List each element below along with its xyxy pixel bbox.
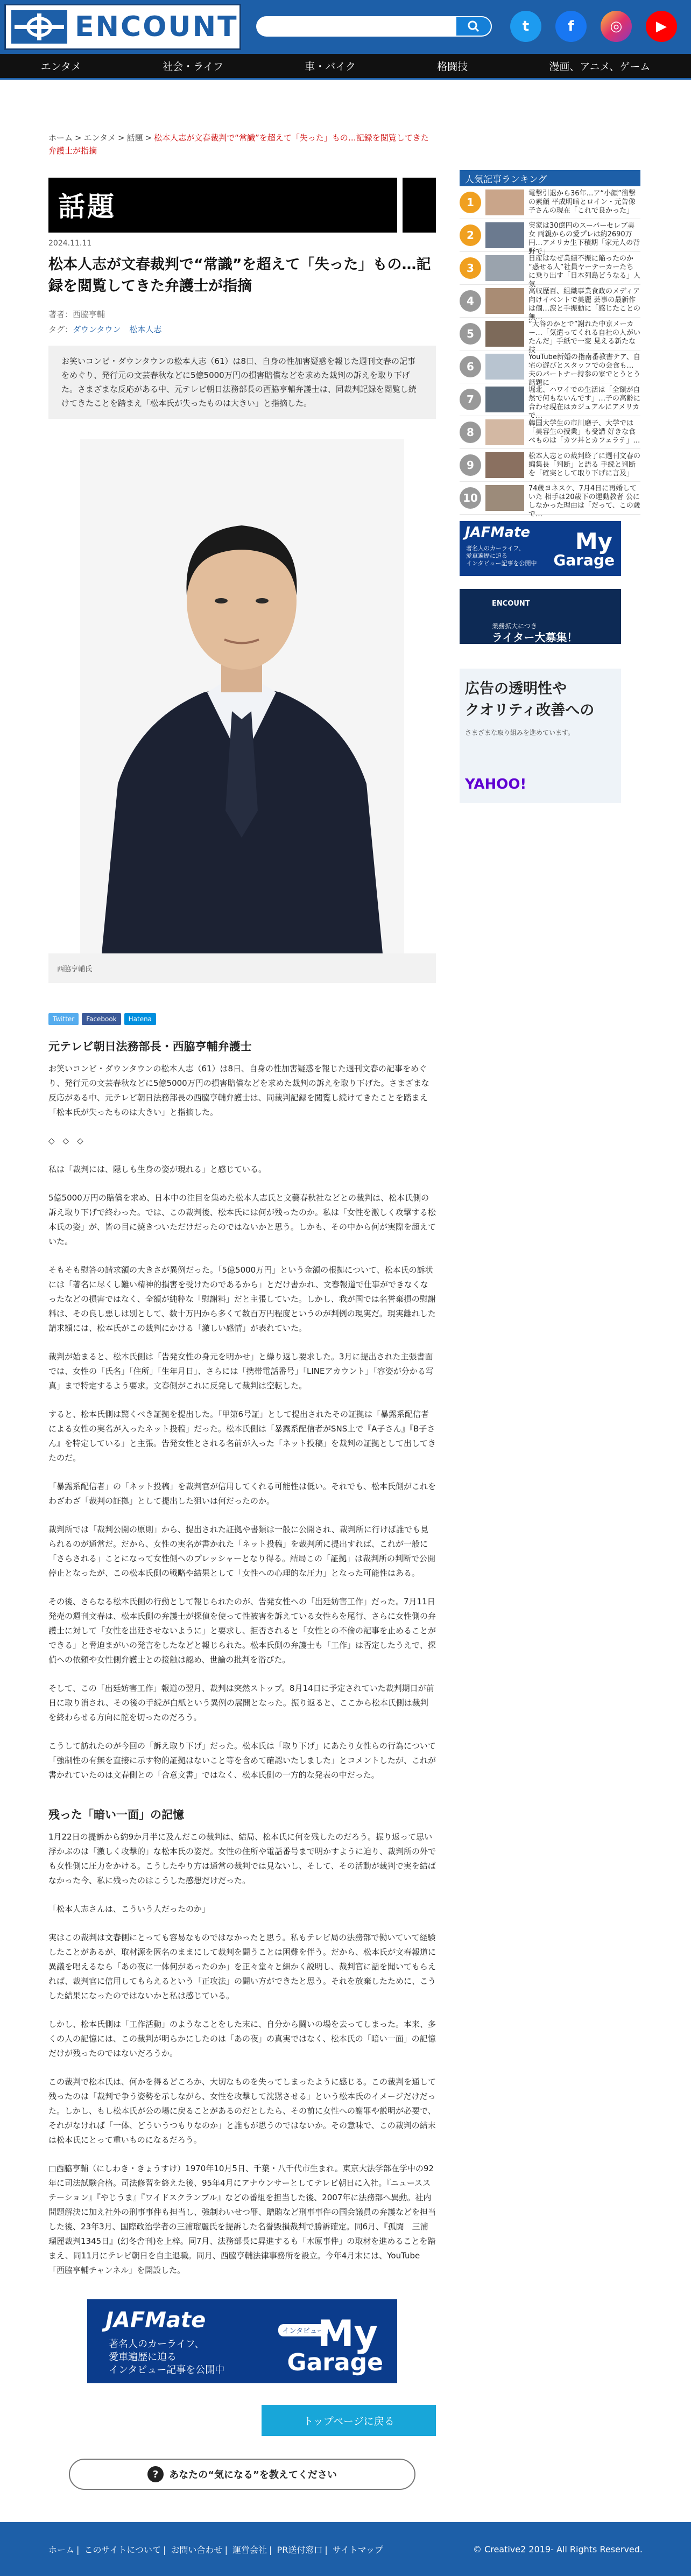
rank-number: 6 [460, 356, 481, 377]
paragraph: 私は「裁判には、隠しも生身の姿が現れる」と感じている。 [48, 1164, 267, 1174]
rank-thumbnail [485, 321, 524, 347]
article-body-2 [48, 1830, 436, 2278]
paragraph: ◇ ◇ ◇ [48, 1136, 83, 1146]
paragraph: しかし、松本氏側は「工作活動」のようなことをした末に、自分から闘いの場を去ってしまった。本来、多くの人の記憶には、この裁判が明らかにしたのは「あの夜」の真実ではなく、松本氏の「暗い一面」の記憶だけが残ったのではないだろうか。 [48, 2019, 436, 2058]
author-profile: □西脇亨輔（にしわき・きょうすけ）1970年10月5日、千葉・八千代市生まれ。東京大法学部在学中の92年に司法試験合格。司法修習を終えた後、95年4月にアナウンサーとしてテレビ朝日に入社。『ニュースステーション』『やじうま』『ワイドスクランブル』などの番組を担当した後、2007年に法務部へ異動。社内問題解決に加え社外の刑事事件も担当し、強制わいせつ罪、贈賄など刑事事件の国会議員の弁護などを担当した後、23年3月、国際政治学者の三浦瑠麗氏を提訴した名誉毀損裁判で勝訴確定。同6月、『孤闘 三浦瑠麗裁判1345日』(幻冬舎刊)を上梓。同7月、法務部長に昇進するも「木原事件」の取材を進めることを踏まえ、同11月にテレビ朝日を自主退職。同月、西脇亨輔法律事務所を設立。今年4月末には、YouTube「西脇亨輔チャンネル」を開設した。 [48, 2164, 436, 2275]
ranking-item[interactable] [460, 350, 641, 387]
twitter-icon[interactable]: t [510, 11, 541, 42]
breadcrumb-topic[interactable]: 話題 [126, 133, 143, 143]
rank-thumbnail [485, 387, 524, 412]
paragraph: そもそも慰答の請求額の大きさが異例だった。「5億5000万円」という金額の根拠について、松本氏の訴状には「著名に尽くし難い精神的損害を受けたのであるから」とだけ書かれ、文春報道で仕事ができなくなったなどの損害ではなく、全額が純粋な「慰謝料」だと主張していた。しかし、我が国では名誉棄損の慰謝料は、その良し悪しは別として、数十万円から多くて数百万円程度というのが判例の現実だ。現実離れした請求額には、松本氏がこの裁判にかける「激しい感情」が表れていた。 [48, 1265, 436, 1333]
photo-caption: 西脇亨輔氏 [48, 953, 436, 983]
paragraph: 5億5000万円の賠償を求め、日本中の注目を集めた松本人志氏と文藝春秋社などとの裁判は、松本氏側の訴え取り下げで終わった。では、この裁判後、松本氏には何が残ったのか。私は「女性を激しく攻撃する松本氏の姿」が、皆の目に焼きついただけだったのではないかと思う。しかも、その中から何が実際を超えていた。 [48, 1193, 436, 1246]
instagram-icon[interactable]: ◎ [601, 11, 632, 42]
portrait-illustration [80, 439, 404, 953]
rank-thumbnail [485, 485, 524, 511]
banner-my: My [318, 2313, 378, 2355]
article-date: 2024.11.11 [48, 239, 92, 248]
paragraph: その後、さらなる松本氏側の行動として報じられたのが、告発女性への「出廷妨害工作」だった。7月11日発売の週刊文春は、松本氏側の弁護士が探偵を使って性被害を訴えている女性らを尾行、さらに女性側の弁護士に対して「女性を出廷させないように」と要求し、拒否されると「女性との不倫の記事を止めることができる」と脅迫まがいの発言をしたなどと報じられた。松本氏側の弁護士も「工作」は否定したうえで、探偵への依頼や女性側弁護士との接触は認め、世論の批判を浴びた。 [48, 1597, 436, 1665]
share-hatena-button[interactable]: Hatena [124, 1013, 156, 1025]
ranking-item[interactable] [460, 219, 640, 256]
paragraph: 「松本人志さんは、こういう人だったのか」 [48, 1904, 210, 1914]
ranking-item[interactable] [460, 186, 640, 219]
ranking-item[interactable] [460, 482, 640, 518]
banner-subtext: さまざまな取り組みを進めています。 [465, 729, 575, 736]
banner-garage: Garage [553, 551, 615, 569]
article-photo-block [48, 439, 436, 983]
banner-logo-text: ENCOUNT [492, 600, 530, 608]
rank-headline: 堀北、ハワイでの生活は「全額が自然で何もないんです」…子の高齢に合わせ現在はカジュアルにアメリカで… [528, 386, 641, 420]
footer-link-pr[interactable]: PR送付窓口 [277, 2544, 323, 2555]
rank-thumbnail [485, 189, 524, 215]
rank-thumbnail [485, 354, 524, 380]
copyright: © Creative2 2019- All Rights Reserved. [473, 2544, 643, 2554]
section-heading: 元テレビ朝日法務部長・西脇亨輔弁護士 [48, 1040, 252, 1053]
rank-headline: “大谷のかとで”謝れた中京メーカー…「気遣ってくれる自社の人がいたんだ」手紙で一変 見える新たな技 [528, 320, 641, 354]
poll-button-label: あなたの“気になる”を教えてください [169, 2469, 337, 2481]
page-container [0, 80, 691, 2490]
ranking-item[interactable] [460, 285, 641, 321]
paragraph: 実はこの裁判は文春側にとっても容易なものではなかったと思う。私もテレビ局の法務部で働いていて経験したことがあるが、取材源を匿名のままにして裁判を闘うことは困難を伴う。だから、松本氏が文春報道に異議を唱えるなら「あの夜に一体何があったのか」を正々堂々と細かく説明し、裁判官に話を聞いてもらえれば、裁判官に信用してもらえるという「正攻法」の闘い方ができたと思う。それを放棄したために、こうした結果になったのではないかと私は感じている。 [48, 1933, 436, 2001]
nav-item-society[interactable]: 社会・ライフ [163, 61, 223, 73]
rank-number: 8 [460, 422, 481, 443]
footer-link-home[interactable]: ホーム [48, 2544, 75, 2555]
site-footer [0, 2522, 691, 2576]
writer-recruit-banner[interactable] [460, 589, 621, 644]
banner-stripe [397, 178, 403, 233]
nav-item-entertainment[interactable]: エンタメ [40, 61, 81, 73]
ranking-item[interactable] [460, 449, 640, 482]
rank-headline: 松本人志との裁判終了に週刊文春の編集長「判断」と語る 手続と判断を「確実として取り下げに言及」 [528, 452, 641, 478]
yahoo-logo: YAHOO! [465, 776, 527, 792]
rank-thumbnail [485, 255, 524, 281]
search-form [256, 16, 492, 37]
banner-garage: Garage [287, 2349, 383, 2376]
category-banner [48, 178, 436, 233]
breadcrumb: ホーム > エンタメ > 話題 > 松本人志が文春裁判で“常識”を超えて「失った」もの…記録を閲覧してきた弁護士が指摘 [48, 133, 429, 156]
banner-headline: ライター大募集！ [492, 631, 578, 644]
jafmate-banner[interactable] [87, 2299, 397, 2383]
banner-headline: 広告の透明性や クオリティ改善への [465, 680, 595, 719]
site-logo[interactable] [4, 4, 241, 50]
nav-item-cars[interactable]: 車・バイク [305, 61, 356, 73]
rank-number: 1 [460, 192, 481, 213]
paragraph: 1月22日の提訴から約9か月半に及んだこの裁判は、結局、松本氏に何を残したのだろう。振り返って思い浮かぶのは「激しく攻撃的」な松本氏の姿だ。女性の住所や電話番号まで明かすように迫り、裁判所の外でも女性側に圧力をかける。こうしたやり方は通常の裁判では見ないし、そして、その活動が裁判で実を結ばなかった今、私に残ったのはこうした感想だけだった。 [48, 1832, 436, 1885]
banner-brand: JAFMate [465, 524, 531, 541]
ranking-title: 人気記事ランキング [460, 170, 640, 186]
rank-number: 4 [460, 290, 481, 312]
rank-thumbnail [485, 222, 524, 248]
ranking-item[interactable] [460, 318, 641, 354]
author-name: 西脇亨輔 [73, 310, 105, 319]
tag-label: タグ： [48, 325, 73, 334]
poll-button[interactable] [69, 2459, 415, 2490]
banner-pill: インタビュー [278, 2324, 328, 2336]
logo-mark-icon [11, 10, 67, 44]
article-title: 松本人志が文春裁判で“常識”を超えて「失った」もの…記録を閲覧してきた弁護士が指摘 [48, 256, 431, 294]
question-icon: ? [147, 2466, 164, 2482]
rank-thumbnail [485, 288, 524, 314]
ranking-item[interactable] [460, 252, 641, 289]
paragraph: お笑いコンビ・ダウンタウンの松本人志（61）は8日、自身の性加害疑惑を報じた週刊文春の記事をめぐり、発行元の文芸春秋などに5億5000万円の損害賠償などを求めた裁判の訴えを取り下げた。さまざまな反応がある中、元テレビ朝日法務部長の西脇亨輔弁護士は、同裁判記録を閲覧し続けてきたことを踏まえ「松本氏が失ったものは大きい」と指摘した。 [48, 1064, 429, 1117]
search-icon [468, 20, 480, 32]
sidebar [460, 170, 640, 2490]
rank-number: 5 [460, 323, 481, 345]
article-meta [48, 307, 436, 337]
breadcrumb-current: 松本人志が文春裁判で“常識”を超えて「失った」もの…記録を閲覧してきた弁護士が指摘 [48, 133, 429, 156]
paragraph: すると、松本氏側は驚くべき証拠を提出した。「甲第6号証」として提出されたその証拠は「暴露系配信者による女性の実名が入ったネット投稿」だった。松本氏側は「暴露系配信者がSNS上で『A子さん』『B子さん』を特定している」と主張。告発女性とされる名前が入った「ネット投稿」を裁判の証拠として出してきたのだ。 [48, 1409, 436, 1463]
author-label: 著者： [48, 310, 73, 319]
article-body-1 [48, 1062, 436, 1782]
breadcrumb-home[interactable]: ホーム [48, 133, 73, 143]
ranking-item[interactable] [460, 383, 641, 420]
banner-subtext: 業務拡大につき [492, 622, 537, 630]
rank-headline: 実家は30億円のスーパーセレブ美女 両親からの愛プレは約2690万円…アメリカ生下積期「家元人の背野で」 [528, 222, 640, 256]
share-twitter-button[interactable]: Twitter [48, 1013, 79, 1025]
paragraph: そして、この「出廷妨害工作」報道の翌月、裁判は突然ストップ。8月14日に予定されていた裁判期日が前日に取り消され、その後の手続が白紙という異例の展開となった。振り返ると、ここから松本氏側は裁判を終わらせる方向に舵を切ったのだろう。 [48, 1683, 434, 1722]
rank-headline: YouTube新婚の指南番教書テア、自宅の遊びとスタッフでの会食も…夫のパートナー持参の家でとうとう話題に [528, 353, 641, 387]
rank-number: 7 [460, 389, 481, 410]
article-lead: お笑いコンビ・ダウンタウンの松本人志（61）は8日、自身の性加害疑惑を報じた週刊文春の記事をめぐり、発行元の文芸春秋などに5億5000万円の損害賠償などを求めた裁判の訴えを取り下げた。さまざまな反応がある中、元テレビ朝日法務部長の西脇亨輔弁護士は、同裁判記録を閲覧し続けてきたことを踏まえ「松本氏が失ったものは大きい」と指摘した。 [48, 346, 436, 419]
rank-thumbnail [485, 452, 524, 478]
section-heading: 残った「暗い一面」の記憶 [48, 1808, 184, 1821]
search-input[interactable] [256, 16, 455, 37]
footer-link-company[interactable]: 運営会社 [232, 2544, 267, 2555]
social-links [510, 11, 677, 42]
rank-headline: 韓国大学生の市川磨子、大学では「美容生の授業」も受講 好きな食べものは「カツ丼とカフェラテ」… [528, 419, 640, 445]
rank-number: 10 [460, 487, 481, 509]
share-buttons [48, 1013, 436, 1025]
paragraph: こうして訪れたのが今回の「訴え取り下げ」だった。松本氏は「取り下げ」にあたり女性らの行為について「強制性の有無を直接に示す物的証拠はないこと等を含めて確認いたしました」とコメントしたが、これが書かれていたのは文春側との「合意文書」ではなく、松本氏側の一方的な発表の中だった。 [48, 1741, 436, 1780]
rank-headline: 日産はなぜ業績不振に陥ったのか “惑せる人”社員ヤーテーカーたちに乗り出す「日本列島どうなる」人気 [528, 255, 641, 289]
main-nav [0, 54, 691, 80]
facebook-icon[interactable]: f [555, 11, 587, 42]
paragraph: 裁判所では「裁判公開の原則」から、提出された証拠や書類は一般に公開され、裁判所に行けば誰でも見られるのが通常だ。だから、女性の実名が書かれた「ネット投稿」を裁判所に提出すれば、これが一般に「さらされる」ことになって女性側へのプレッシャーとなり得る。結局この「証拠」は裁判所の判断で公開停止となったが、この松本氏側の戦略や結果として「女性への心理的な圧力」となった可能性はある。 [48, 1525, 435, 1578]
rank-number: 9 [460, 454, 481, 476]
sidebar-banners [460, 521, 621, 803]
nav-item-martial-arts[interactable]: 格闘技 [437, 61, 468, 73]
banner-my: My [575, 528, 612, 554]
main-column [48, 80, 436, 2490]
footer-link-sitemap[interactable]: サイトマップ [332, 2544, 384, 2555]
paragraph: 裁判が始まると、松本氏側は「告発女性の身元を明かせ」と繰り返し要求した。3月に提出された主張書面では、女性の「氏名」「住所」「生年月日」、さらには「携帯電話番号」「LINEアカウント」「容姿が分かる写真」まで特定するよう要求。文春側がこれに反発して裁判は空転した。 [48, 1352, 434, 1391]
site-header [0, 0, 691, 54]
nav-item-manga[interactable]: 漫画、アニメ、ゲーム [549, 61, 651, 73]
footer-link-contact[interactable]: お問い合わせ [171, 2544, 223, 2555]
author-photo [80, 439, 404, 953]
share-facebook-button[interactable]: Facebook [82, 1013, 121, 1025]
jafmate-side-banner[interactable] [460, 521, 621, 576]
back-to-top-button[interactable]: トップページに戻る [262, 2405, 436, 2436]
tag-link[interactable]: 松本人志 [129, 325, 162, 334]
banner-brand: JAFMate [105, 2308, 206, 2333]
search-button[interactable] [455, 16, 492, 37]
breadcrumb-entertainment[interactable]: エンタメ [83, 133, 116, 143]
footer-links: ホーム | このサイトについて | お問い合わせ | 運営会社 | PR送付窓口 | サイトマップ [48, 2544, 384, 2555]
rank-number: 2 [460, 224, 481, 246]
banner-subtext: 著名人のカーライフ、 愛車遍歴に迫る インタビュー記事を公開中 [109, 2339, 225, 2376]
tag-link[interactable]: ダウンタウン [73, 325, 121, 334]
ranking-item[interactable] [460, 416, 640, 449]
rank-headline: 電撃引退から36年…ア“小顔”衝撃の素顔 平成明暗とロイン・元告像子さんの現在「これで良かった」 [528, 189, 636, 215]
category-label: 話題 [58, 191, 116, 222]
ranking-list [460, 186, 641, 518]
rank-thumbnail [485, 419, 524, 445]
paragraph: この裁判で松本氏は、何かを得るどころか、大切なものを失ってしまったように感じる。この裁判を通して残ったのは「裁判で争う姿勢を示しながら、女性を攻撃して沈黙させる」という松本氏のイメージだけだった。しかし、もし松本氏が公の場に戻ることがあるのだとしたら、その前に女性への謝罪や説明が必要で、それがなければ「一体、どういうつもりなのか」と誰もが思うのではないか。その意味で、この裁判の結末は松本氏にとって重いものになるだろう。 [48, 2077, 436, 2145]
logo-text: ENCOUNT [75, 11, 238, 43]
rank-headline: 高収歴百、組織事業食政のメディア向けイベントで美麗 芸事の最新作は個…涙と手振動に「感じたことの無… [528, 287, 641, 321]
rank-headline: 74歳ヨネスケ、7月4日に再婚していた 相手は20歳下の運動教者 公にしなかった理由は「だって、この歳で… [528, 485, 640, 518]
rank-number: 3 [460, 257, 481, 279]
paragraph: 「暴露系配信者」の「ネット投稿」を裁判官が信用してくれる可能性は低い。それでも、松本氏側がこれをわざわざ「裁判の証拠」として提出した狙いは何だったのか。 [48, 1482, 436, 1506]
footer-link-about[interactable]: このサイトについて [84, 2544, 161, 2555]
yahoo-ad-banner[interactable] [460, 669, 621, 803]
youtube-icon[interactable]: ▶ [646, 11, 677, 42]
banner-subtext: 著名人のカーライフ、 愛車遍歴に迫る インタビュー記事を公開中 [466, 545, 537, 567]
